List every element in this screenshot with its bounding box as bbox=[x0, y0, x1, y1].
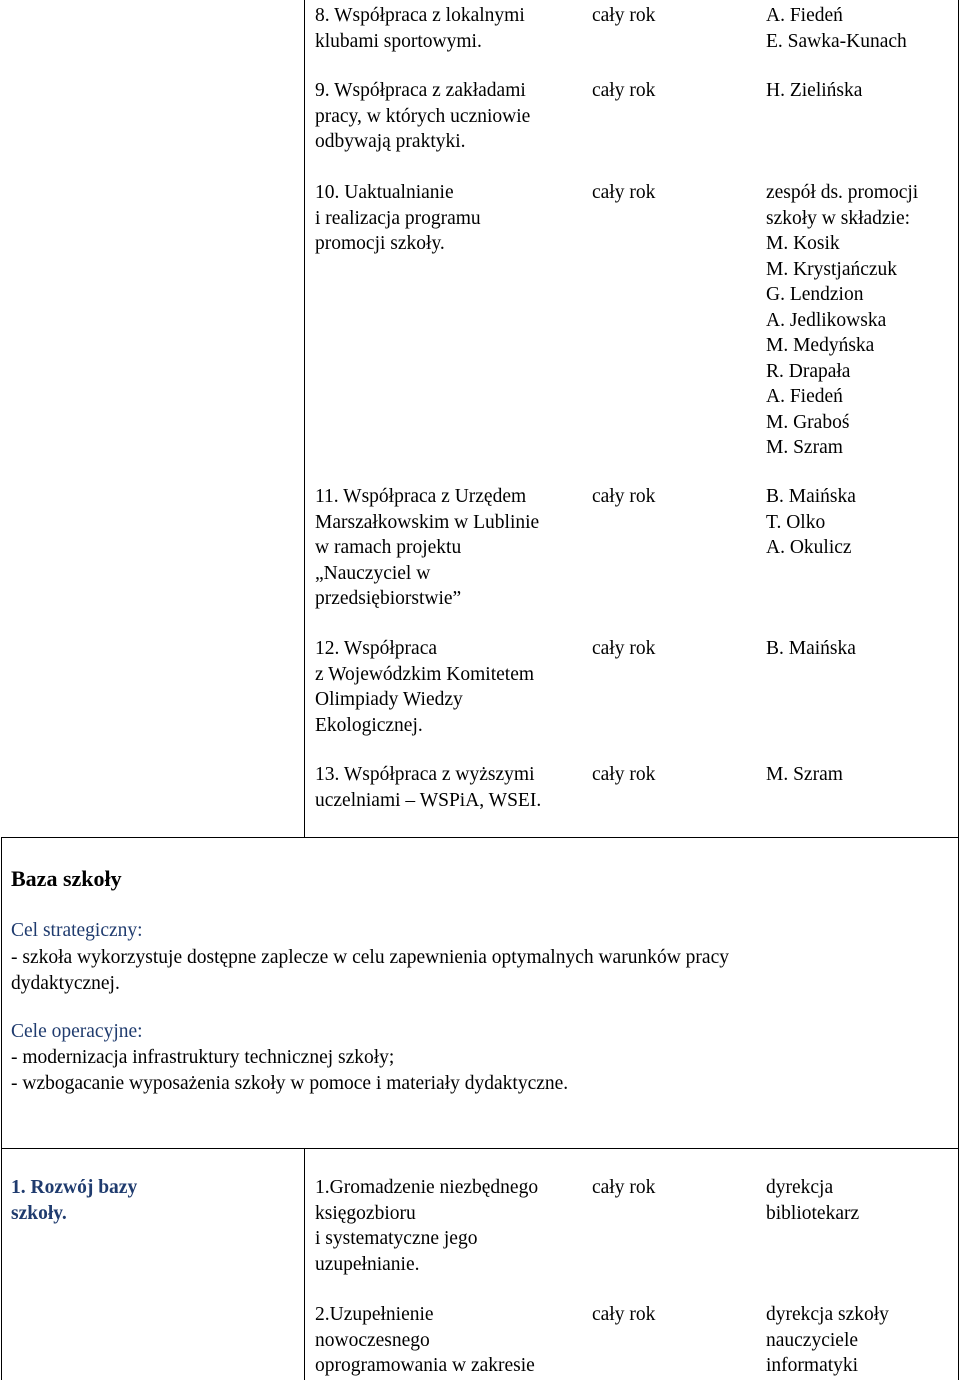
lower-table-divider bbox=[304, 1148, 305, 1380]
task-cell: 11. Współpraca z Urzędem Marszałkowskim w Lublinie w ramach projektu „Nauczyciel w przedsiębiorstwie” bbox=[315, 486, 540, 609]
task-cell: 8. Współpraca z lokalnymi klubami sportowymi. bbox=[315, 5, 525, 52]
task-cell: 9. Współpraca z zakładami pracy, w których uczniowie odbywają praktyki. bbox=[315, 80, 531, 152]
term-cell: cały rok bbox=[592, 5, 656, 26]
responsible-cell: A. Fiedeń E. Sawka-Kunach bbox=[766, 5, 907, 52]
term-cell: cały rok bbox=[592, 80, 656, 101]
responsible-cell: dyrekcja szkoły nauczyciele informatyki bbox=[766, 1304, 889, 1376]
task-cell: 1.Gromadzenie niezbędnego księgozbioru i systematyczne jego uzupełnianie. bbox=[315, 1177, 539, 1275]
section-border-left bbox=[1, 837, 2, 1380]
responsible-cell: B. Maińska bbox=[766, 638, 856, 659]
section-border-top bbox=[1, 837, 959, 838]
term-cell: cały rok bbox=[592, 1177, 656, 1198]
operational-goal-item: - wzbogacanie wyposażenia szkoły w pomoce i materiały dydaktyczne. bbox=[11, 1073, 569, 1094]
task-cell: 13. Współpraca z wyższymi uczelniami – WSPiA, WSEI. bbox=[315, 764, 542, 811]
responsible-cell: dyrekcja bibliotekarz bbox=[766, 1177, 860, 1224]
section-border-right bbox=[958, 837, 959, 1380]
term-cell: cały rok bbox=[592, 638, 656, 659]
term-cell: cały rok bbox=[592, 486, 656, 507]
responsible-cell: B. Maińska T. Olko A. Okulicz bbox=[766, 486, 856, 558]
responsible-cell: H. Zielińska bbox=[766, 80, 863, 101]
task-cell: 12. Współpraca z Wojewódzkim Komitetem Olimpiady Wiedzy Ekologicznej. bbox=[315, 638, 535, 736]
operational-goals-label: Cele operacyjne: bbox=[11, 1021, 143, 1042]
section-border-bottom bbox=[1, 1148, 959, 1149]
task-cell: 10. Uaktualnianie i realizacja programu promocji szkoły. bbox=[315, 182, 481, 254]
term-cell: cały rok bbox=[592, 1304, 656, 1325]
term-cell: cały rok bbox=[592, 764, 656, 785]
operational-goal-item: - modernizacja infrastruktury technicznej szkoły; bbox=[11, 1047, 395, 1068]
goal-cell: 1. Rozwój bazy szkoły. bbox=[11, 1177, 138, 1224]
upper-table-border-left bbox=[304, 0, 305, 838]
section-title: Baza szkoły bbox=[11, 866, 122, 891]
term-cell: cały rok bbox=[592, 182, 656, 203]
strategic-goal-text: - szkoła wykorzystuje dostępne zaplecze w celu zapewnienia optymalnych warunków pracy dydaktycznej. bbox=[11, 947, 729, 994]
strategic-goal-label: Cel strategiczny: bbox=[11, 920, 143, 941]
responsible-cell: zespół ds. promocji szkoły w składzie: M. Kosik M. Krystjańczuk G. Lendzion A. Jedlikowska M. Medyńska R. Drapała A. Fiedeń M. Graboś M. Szram bbox=[766, 182, 919, 458]
responsible-cell: M. Szram bbox=[766, 764, 843, 785]
task-cell: 2.Uzupełnienie nowoczesnego oprogramowania w zakresie bbox=[315, 1304, 535, 1376]
upper-table-border-right bbox=[958, 0, 959, 838]
